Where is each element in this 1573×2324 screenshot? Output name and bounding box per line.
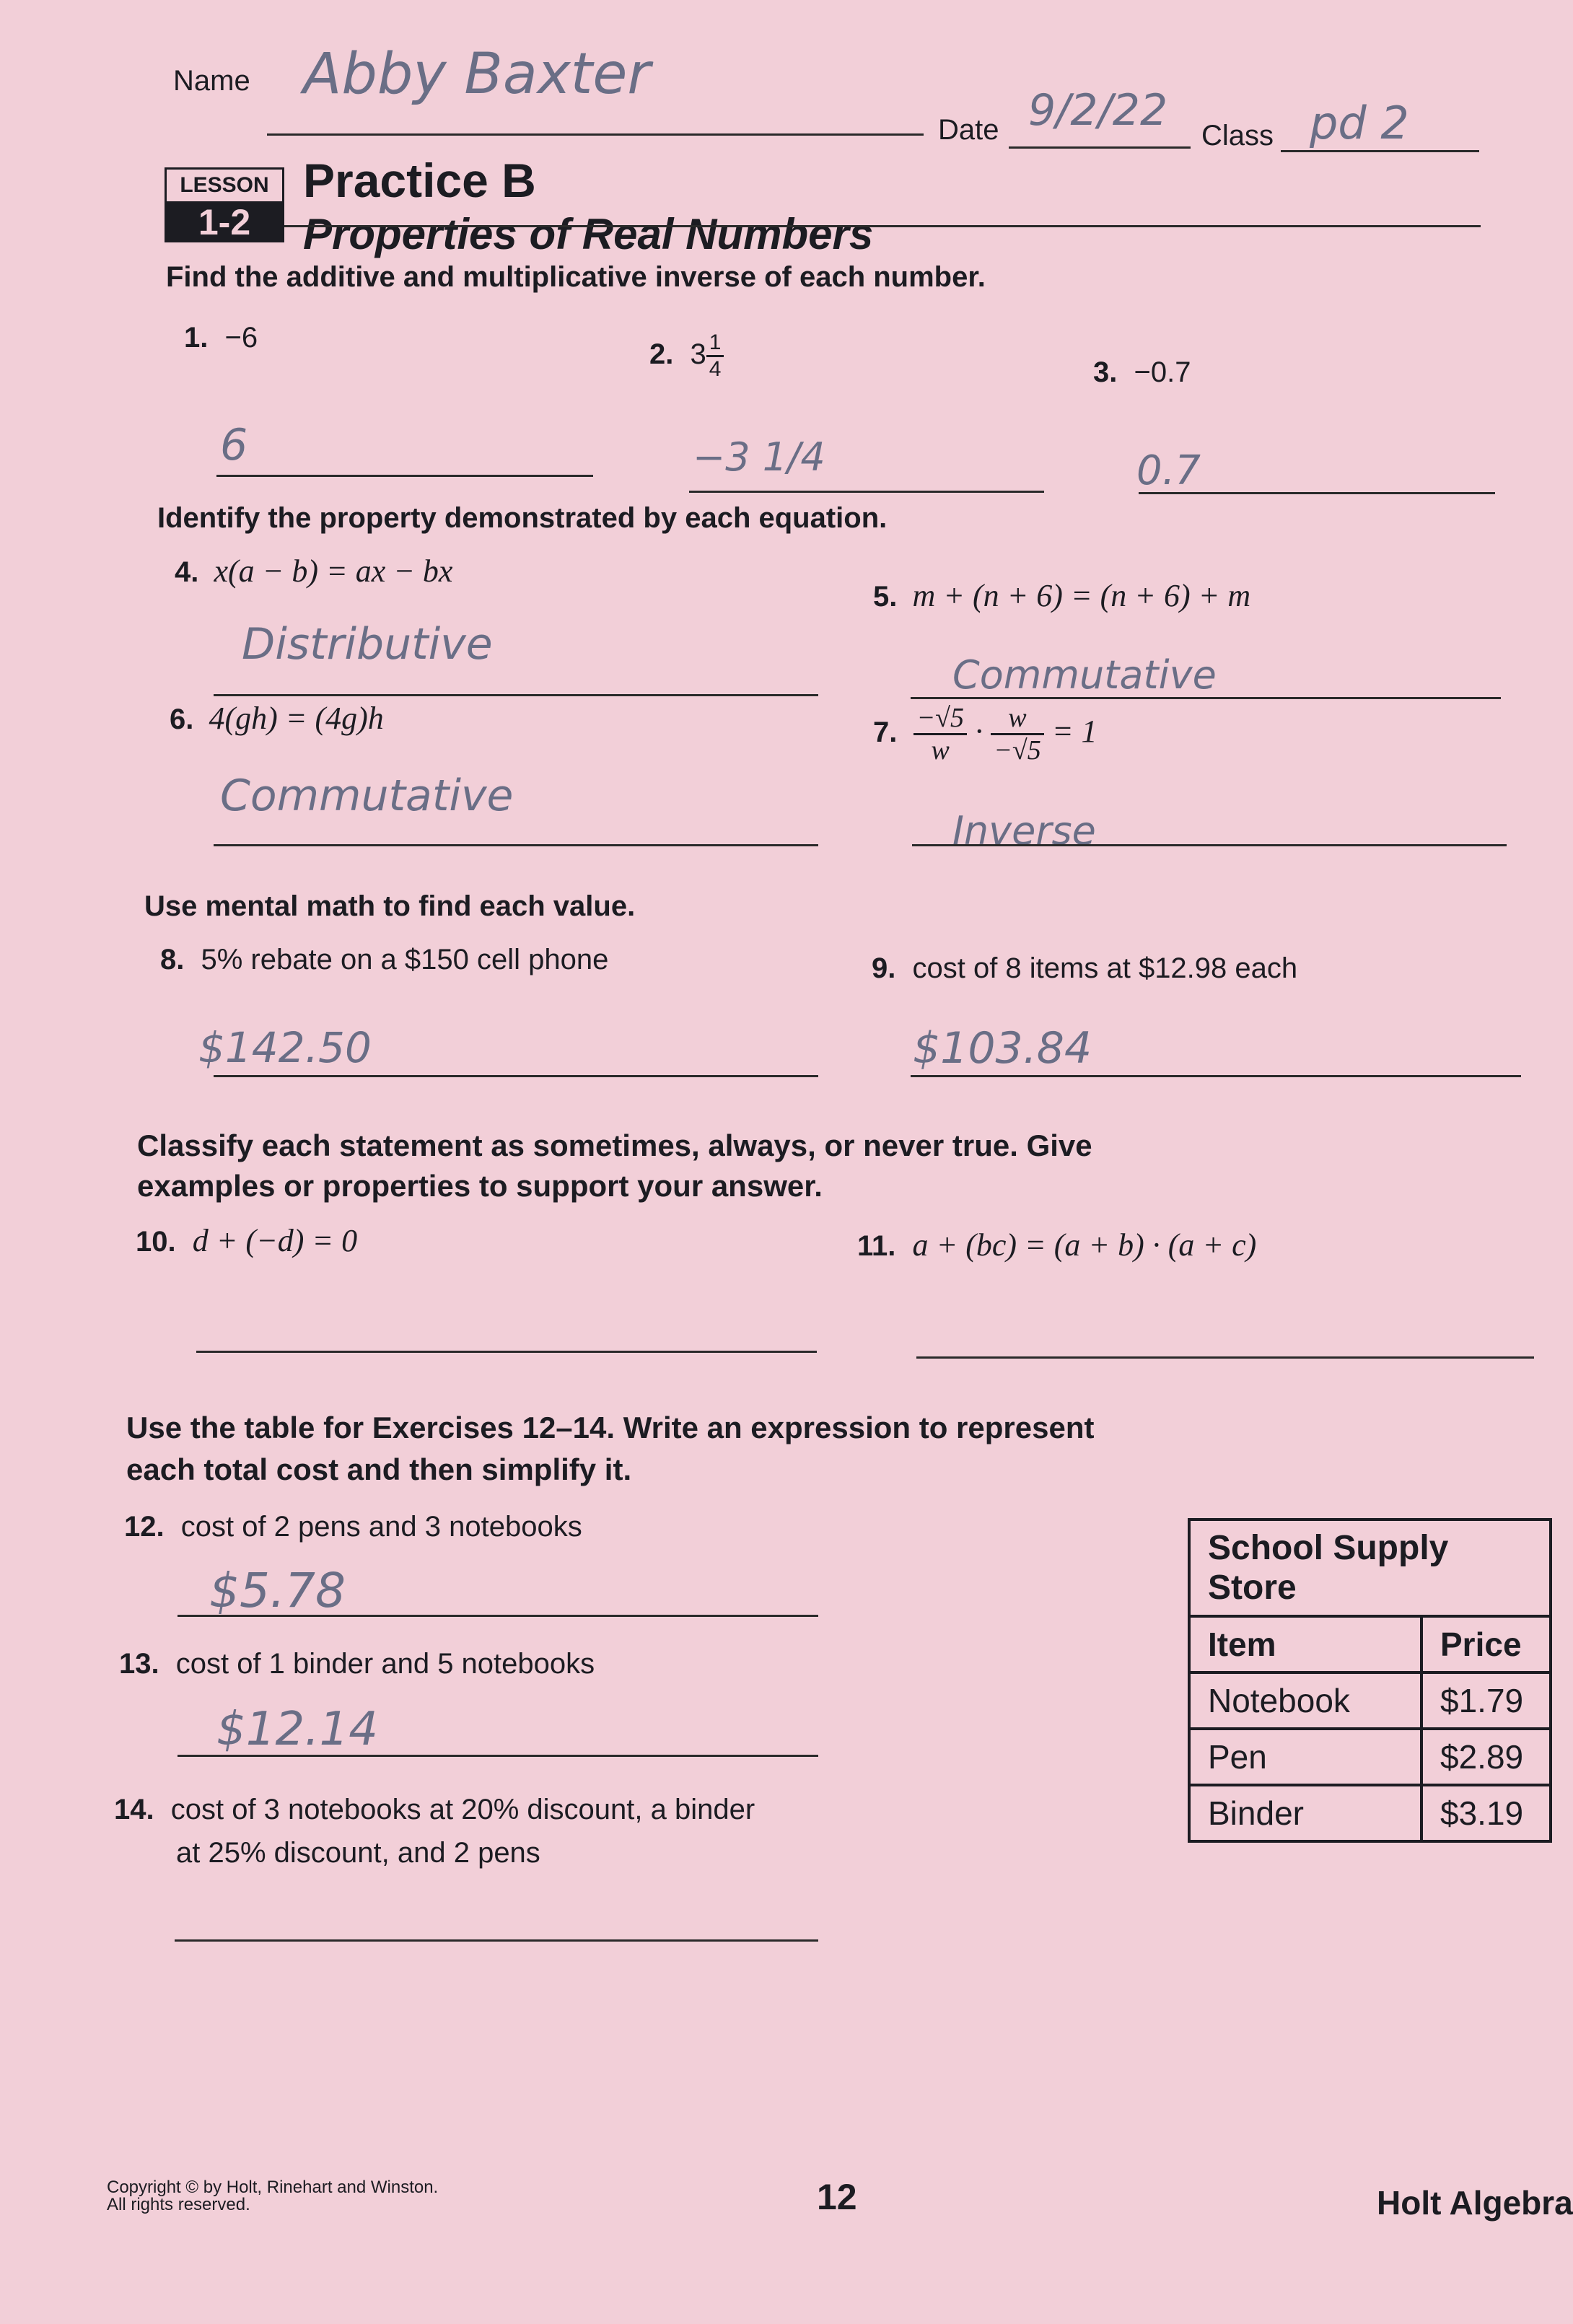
q3 [1093, 356, 1191, 389]
lesson-rule [284, 225, 1481, 227]
name-line [267, 133, 924, 136]
q14-answer-line [175, 1939, 818, 1942]
copyright-line1: Copyright © by Holt, Rinehart and Winston. [107, 2178, 439, 2197]
q11-number: 11. [857, 1230, 896, 1262]
q3-number: 3. [1093, 356, 1118, 388]
row-price: $1.79 [1421, 1672, 1551, 1729]
q4-equation: x(a − b) = ax − bx [214, 553, 453, 589]
q1-text: −6 [224, 322, 258, 354]
q2-numerator: 1 [706, 332, 724, 357]
date-line [1009, 146, 1191, 149]
q7 [873, 704, 1097, 764]
q8-answer: $142.50 [198, 1023, 372, 1072]
q14-number: 14. [114, 1794, 154, 1825]
q4-answer-line [214, 694, 818, 696]
q2-number: 2. [649, 338, 674, 371]
col-price-header: Price [1421, 1616, 1551, 1672]
copyright [107, 2179, 438, 2214]
lesson-tag: LESSON [165, 167, 284, 203]
section2-instruction: Identify the property demonstrated by each equation. [157, 502, 888, 534]
q7-answer: Inverse [952, 808, 1096, 854]
q13-answer: $12.14 [216, 1703, 378, 1756]
lesson-subtitle: Properties of Real Numbers [303, 210, 874, 258]
book-title: Holt Algebra [1377, 2184, 1573, 2222]
name-label: Name [173, 65, 250, 97]
q3-text: −0.7 [1134, 356, 1191, 388]
q11 [857, 1227, 1256, 1263]
q8 [160, 944, 608, 976]
q1-answer-line [216, 475, 593, 477]
q10-number: 10. [136, 1226, 176, 1258]
date-label: Date [938, 114, 999, 146]
row-item: Notebook [1189, 1672, 1421, 1729]
lesson-title: Practice B [303, 154, 536, 207]
copyright-line2: All rights reserved. [107, 2195, 250, 2214]
section5-instruction-line2: each total cost and then simplify it. [126, 1452, 632, 1486]
q7-number: 7. [873, 716, 898, 749]
q4 [175, 553, 452, 589]
table-row [1189, 1672, 1551, 1729]
q2-answer-line [689, 491, 1044, 493]
class-value: pd 2 [1310, 97, 1409, 149]
q13 [119, 1648, 595, 1680]
q7-dot: · [975, 714, 983, 750]
section4-instruction [137, 1126, 1092, 1206]
q7-f1-top: −√5 [913, 704, 967, 735]
section4-instruction-line1: Classify each statement as sometimes, always, or never true. Give [137, 1128, 1092, 1162]
row-item: Pen [1189, 1729, 1421, 1785]
table-header-row [1189, 1616, 1551, 1672]
q8-answer-line [214, 1075, 818, 1077]
q2-answer: −3 1/4 [693, 434, 825, 480]
lesson-number: 1-2 [165, 202, 284, 242]
row-price: $2.89 [1421, 1729, 1551, 1785]
q6 [170, 700, 384, 737]
q7-answer-line [912, 844, 1507, 846]
q2-whole: 3 [690, 338, 706, 371]
q9-answer: $103.84 [913, 1023, 1092, 1074]
q5-answer-line [911, 697, 1501, 699]
q7-f2-bottom: −√5 [994, 735, 1041, 766]
q12-text: cost of 2 pens and 3 notebooks [180, 1511, 582, 1543]
q5-answer: Commutative [952, 652, 1217, 698]
q1-answer: 6 [220, 420, 248, 470]
q6-equation: 4(gh) = (4g)h [209, 701, 384, 736]
q1 [184, 322, 258, 354]
section3-instruction: Use mental math to find each value. [144, 890, 636, 922]
q8-number: 8. [160, 944, 185, 975]
q13-number: 13. [119, 1648, 159, 1680]
q3-answer: 0.7 [1136, 447, 1201, 494]
q2 [649, 332, 724, 380]
row-item: Binder [1189, 1785, 1421, 1841]
q11-equation: a + (bc) = (a + b) · (a + c) [912, 1227, 1257, 1263]
q6-number: 6. [170, 703, 194, 735]
q14 [114, 1788, 755, 1874]
school-supply-table [1188, 1518, 1552, 1843]
q12-number: 12. [124, 1511, 165, 1543]
row-price: $3.19 [1421, 1785, 1551, 1841]
q5 [873, 577, 1250, 614]
q2-fraction [706, 332, 724, 380]
q6-answer: Commutative [220, 771, 514, 821]
q10 [136, 1222, 357, 1259]
q4-number: 4. [175, 556, 199, 588]
q2-denominator: 4 [709, 357, 722, 381]
name-value: Abby Baxter [303, 42, 651, 107]
q13-text: cost of 1 binder and 5 notebooks [175, 1648, 595, 1680]
q10-equation: d + (−d) = 0 [192, 1223, 358, 1258]
q3-answer-line [1139, 492, 1495, 494]
q11-answer-line [916, 1356, 1534, 1359]
section4-instruction-line2: examples or properties to support your answer. [137, 1169, 823, 1203]
class-line [1281, 150, 1479, 152]
q9-answer-line [911, 1075, 1521, 1077]
q5-number: 5. [873, 581, 898, 613]
section5-instruction-line1: Use the table for Exercises 12–14. Write an expression to represent [126, 1411, 1095, 1444]
class-label: Class [1201, 120, 1274, 152]
q6-answer-line [214, 844, 818, 846]
section1-instruction: Find the additive and multiplicative inverse of each number. [166, 261, 986, 293]
q8-text: 5% rebate on a $150 cell phone [201, 944, 609, 975]
q7-f2-top: w [991, 704, 1044, 735]
q4-answer: Distributive [242, 619, 493, 670]
q7-fraction-2 [991, 704, 1044, 764]
q13-answer-line [178, 1755, 818, 1757]
table-title-row [1189, 1520, 1551, 1616]
col-item-header: Item [1189, 1616, 1421, 1672]
q5-equation: m + (n + 6) = (n + 6) + m [912, 578, 1251, 613]
q7-f1-bottom: w [931, 735, 950, 766]
page-number: 12 [817, 2177, 857, 2217]
q10-answer-line [196, 1351, 817, 1353]
q1-number: 1. [184, 322, 209, 354]
table-row [1189, 1785, 1551, 1841]
q9-text: cost of 8 items at $12.98 each [912, 952, 1298, 984]
table-title: School Supply Store [1189, 1520, 1551, 1616]
date-value: 9/2/22 [1028, 85, 1168, 136]
q14-text-line1: cost of 3 notebooks at 20% discount, a binder [170, 1794, 755, 1825]
q9-number: 9. [872, 952, 896, 984]
q12-answer: $5.78 [209, 1563, 346, 1618]
table-row [1189, 1729, 1551, 1785]
section5-instruction [126, 1407, 1094, 1491]
q7-rhs: = 1 [1051, 714, 1097, 750]
q12 [124, 1511, 582, 1543]
q7-fraction-1 [913, 704, 967, 764]
q14-text-line2: at 25% discount, and 2 pens [176, 1837, 540, 1869]
q12-answer-line [178, 1615, 818, 1617]
q9 [872, 952, 1297, 985]
